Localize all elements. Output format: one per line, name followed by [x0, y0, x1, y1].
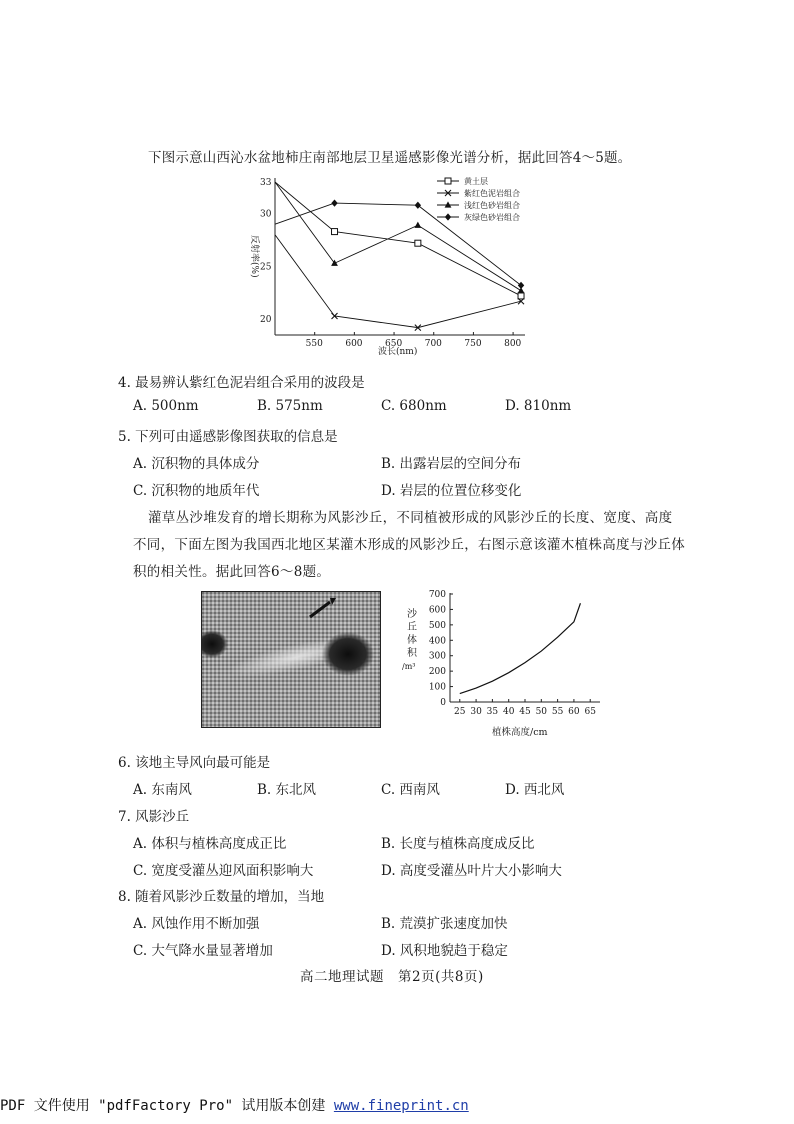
data-point-triangle	[445, 201, 452, 207]
x-tick-label: 700	[424, 339, 442, 349]
y-tick-label: 300	[428, 651, 446, 662]
x-tick-label: 50	[535, 707, 548, 717]
x-tick-label: 25	[454, 707, 466, 717]
y-axis-title-char: 沙	[407, 609, 417, 620]
pdf-note-text: PDF 文件使用 "pdfFactory Pro" 试用版本创建	[0, 1098, 334, 1114]
q7-stem: 7. 风影沙丘	[118, 809, 190, 825]
data-point-diamond	[518, 282, 524, 289]
y-tick-label: 33	[260, 178, 272, 188]
x-tick-label: 800	[504, 339, 522, 349]
x-tick-label: 65	[584, 707, 596, 717]
spectral-reflectance-chart	[235, 170, 535, 360]
x-tick-label: 60	[568, 707, 580, 717]
pdf-factory-note	[0, 1095, 469, 1115]
legend-entry: 紫红色泥岩组合	[464, 189, 520, 198]
q8-stem: 8. 随着风影沙丘数量的增加，当地	[118, 889, 325, 905]
series-line	[275, 235, 521, 328]
q5-option-d[interactable]: D. 岩层的位置位移变化	[381, 483, 522, 499]
data-point-square	[518, 293, 524, 299]
x-tick-label: 55	[551, 707, 564, 717]
para-line-3: 积的相关性。据此回答6～8题。	[133, 564, 331, 580]
y-axis-title-char: 体	[407, 635, 417, 646]
q7-option-b[interactable]: B. 长度与植株高度成反比	[381, 836, 535, 852]
legend-entry: 黄土层	[464, 177, 488, 186]
x-axis-title: 植株高度/cm	[492, 727, 548, 738]
y-tick-label: 20	[260, 315, 272, 326]
y-tick-label: 600	[428, 605, 446, 616]
x-tick-label: 45	[519, 707, 531, 717]
q6-stem: 6. 该地主导风向最可能是	[118, 755, 271, 771]
intro-q4-5: 下图示意山西沁水盆地柿庄南部地层卫星遥感影像光谱分析，据此回答4～5题。	[148, 150, 632, 166]
q5-option-a[interactable]: A. 沉积物的具体成分	[133, 456, 260, 472]
x-tick-label: 600	[345, 339, 363, 349]
data-point-square	[332, 229, 338, 235]
q8-option-a[interactable]: A. 风蚀作用不断加强	[133, 916, 260, 932]
q6-option-d[interactable]: D. 西北风	[505, 782, 565, 798]
y-axis-unit: /m³	[402, 662, 416, 671]
x-tick-label: 650	[385, 339, 403, 349]
data-point-diamond	[331, 200, 337, 207]
data-point-triangle	[414, 222, 421, 228]
para-line-2: 不同，下面左图为我国西北地区某灌木形成的风影沙丘，右图示意该灌木植株高度与沙丘体	[133, 537, 685, 553]
q4-stem: 4. 最易辨认紫红色泥岩组合采用的波段是	[118, 375, 365, 391]
page-footer: 高二地理试题 第2页(共8页)	[300, 969, 484, 985]
data-point-square	[445, 178, 451, 184]
q8-option-c[interactable]: C. 大气降水量显著增加	[133, 943, 273, 959]
y-tick-label: 30	[260, 209, 272, 220]
series-line	[275, 182, 521, 291]
x-axis-title: 波长(nm)	[378, 347, 418, 357]
para-line-1: 灌草丛沙堆发育的增长期称为风影沙丘，不同植被形成的风影沙丘的长度、宽度、高度	[148, 510, 673, 526]
q4-option-a[interactable]: A. 500nm	[133, 398, 199, 414]
shrub-dune-photo	[201, 591, 381, 728]
q4-option-b[interactable]: B. 575nm	[257, 398, 323, 414]
q8-option-b[interactable]: B. 荒漠扩张速度加快	[381, 916, 508, 932]
series-line	[275, 182, 521, 296]
y-tick-label: 700	[428, 590, 446, 600]
y-tick-label: 400	[428, 636, 446, 647]
x-tick-label: 750	[464, 339, 482, 349]
y-tick-label: 500	[428, 620, 446, 631]
legend-entry: 灰绿色砂岩组合	[464, 213, 520, 222]
y-tick-label: 0	[440, 698, 446, 708]
dune-volume-chart	[400, 585, 610, 745]
q5-option-b[interactable]: B. 出露岩层的空间分布	[381, 456, 522, 472]
x-tick-label: 40	[502, 707, 515, 717]
x-tick-label: 550	[305, 339, 323, 349]
data-point-diamond	[445, 213, 451, 220]
legend-entry: 浅红色砂岩组合	[464, 201, 520, 210]
data-point-diamond	[415, 202, 421, 209]
q4-option-d[interactable]: D. 810nm	[505, 398, 572, 414]
fineprint-link[interactable]: www.fineprint.cn	[333, 1098, 469, 1114]
data-point-square	[415, 240, 421, 246]
q7-option-a[interactable]: A. 体积与植株高度成正比	[133, 836, 287, 852]
y-axis-title: 反射率(%)	[249, 235, 259, 278]
q4-option-c[interactable]: C. 680nm	[381, 398, 447, 414]
y-tick-label: 200	[428, 667, 446, 678]
q6-option-b[interactable]: B. 东北风	[257, 782, 317, 798]
q7-option-d[interactable]: D. 高度受灌丛叶片大小影响大	[381, 863, 562, 879]
q6-option-c[interactable]: C. 西南风	[381, 782, 440, 798]
q8-option-d[interactable]: D. 风积地貌趋于稳定	[381, 943, 508, 959]
y-axis-title-char: 丘	[407, 622, 417, 633]
q5-stem: 5. 下列可由遥感影像图获取的信息是	[118, 429, 338, 445]
q5-option-c[interactable]: C. 沉积物的地质年代	[133, 483, 260, 499]
dune-volume-curve	[460, 603, 581, 693]
y-tick-label: 25	[260, 262, 272, 273]
y-tick-label: 100	[428, 682, 446, 693]
y-axis-title-char: 积	[407, 648, 417, 659]
x-tick-label: 30	[470, 707, 482, 717]
x-tick-label: 35	[486, 707, 499, 717]
q6-option-a[interactable]: A. 东南风	[133, 782, 192, 798]
q7-option-c[interactable]: C. 宽度受灌丛迎风面积影响大	[133, 863, 314, 879]
